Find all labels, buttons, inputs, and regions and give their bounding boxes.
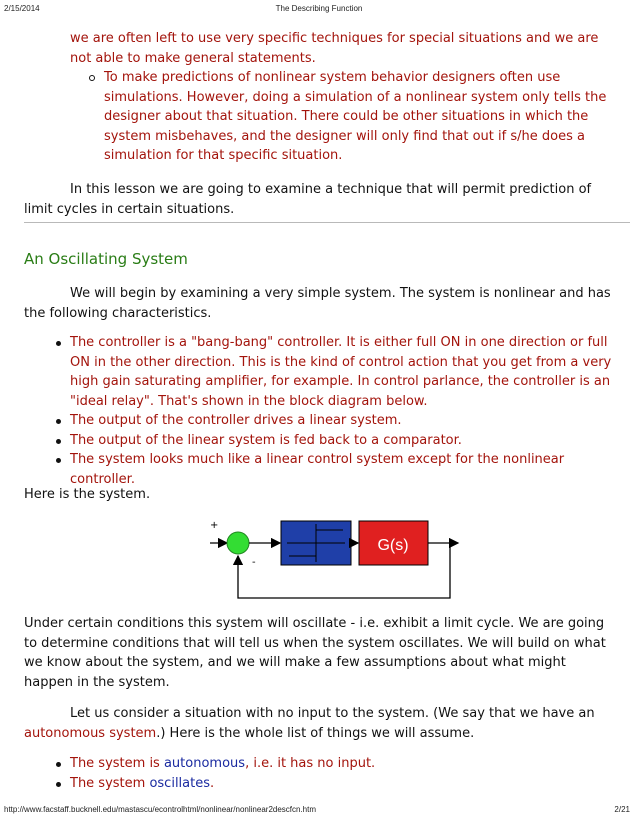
assume-text-a: The system [70, 775, 150, 791]
autonomous-system-link[interactable]: autonomous system [24, 725, 157, 741]
list-item: The system looks much like a linear control system except for the nonlinear controller. [70, 450, 618, 489]
consider-text-a: Let us consider a situation with no input to the system. (We say that we have an [70, 706, 595, 721]
assume-text-a: The system is [70, 756, 164, 771]
print-url: http://www.facstaff.bucknell.edu/mastascu/econtrolhtml/nonlinear/nonlinear2descfcn.htm [4, 805, 317, 814]
characteristics-list [70, 333, 618, 489]
list-item [70, 774, 618, 794]
block-diagram [200, 510, 490, 610]
consider-text-b: .) Here is the whole list of things we will assume. [156, 725, 475, 741]
list-item: The controller is a "bang-bang" controller. It is either full ON in one direction or full ON in the other direction. This is the kind of control action that you get from a very high gain saturating amplifier, for example. In control parlance, the controller is an "ideal relay". That's shown in the block diagram below. [70, 333, 618, 411]
assumption-list [70, 754, 618, 793]
consider-paragraph [24, 704, 618, 743]
list-item: The output of the controller drives a linear system. [70, 411, 618, 431]
list-item: The output of the linear system is fed back to a comparator. [70, 431, 618, 451]
intro-continuation: we are often left to use very specific techniques for special situations and we are not able to make general statements. [70, 31, 599, 66]
section-divider [24, 222, 630, 223]
section-heading: An Oscillating System [24, 250, 188, 268]
section-intro-paragraph: We will begin by examining a very simple system. The system is nonlinear and has the following characteristics. [24, 286, 611, 321]
sub-bullet-text: To make predictions of nonlinear system behavior designers often use simulations. However, doing a simulation of a nonlinear system only tells the designer about that situation. There could be other situations in which the system misbehaves, and the designer will only find that out if s/he does a simulation for that specific situation. [104, 70, 607, 163]
minus-sign: - [252, 557, 256, 568]
assume-text-b: . [210, 775, 215, 791]
plus-sign: + [210, 520, 219, 531]
list-item [70, 754, 618, 774]
summing-junction [227, 532, 249, 554]
page-number: 2/21 [614, 805, 630, 814]
assume-text-b: , i.e. it has no input. [245, 756, 376, 771]
print-title: The Describing Function [275, 4, 363, 13]
here-is-text: Here is the system. [24, 487, 151, 502]
autonomous-link[interactable]: autonomous [163, 756, 246, 771]
plant-label: G(s) [377, 537, 409, 554]
print-date: 2/15/2014 [4, 4, 40, 13]
oscillates-link[interactable]: oscillates [149, 775, 210, 791]
sub-bullet-simulations [104, 68, 614, 166]
oscillation-paragraph: Under certain conditions this system will oscillate - i.e. exhibit a limit cycle. We are going to determine conditions that will tell us when the system oscillates. We will build on what we know about the system, and we will make a few assumptions about what might happen in the system. [24, 616, 606, 690]
intro-paragraph: In this lesson we are going to examine a technique that will permit prediction of limit cycles in certain situations. [24, 182, 592, 217]
